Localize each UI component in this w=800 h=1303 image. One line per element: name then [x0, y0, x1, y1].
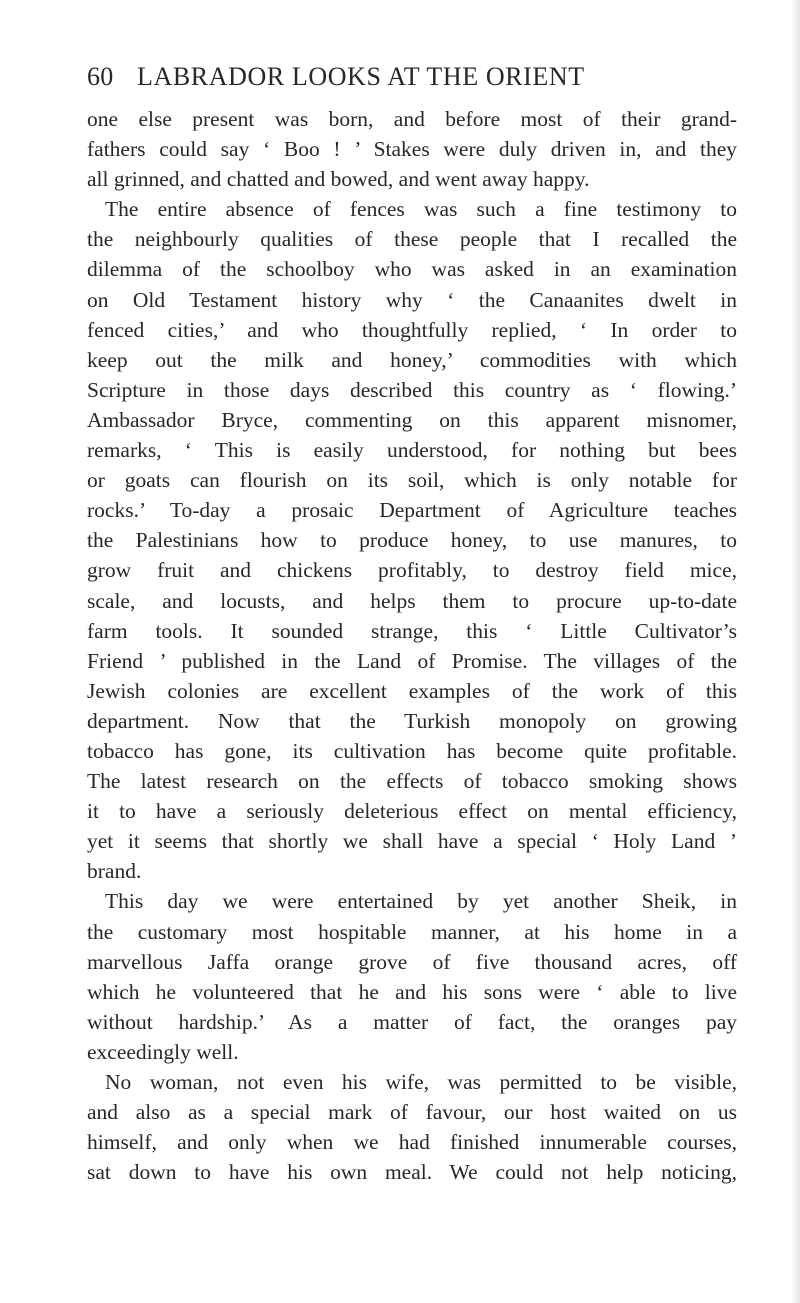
text-line: Scripture in those days described this country as ‘ flowing.’ [87, 377, 737, 402]
text-line: the customary most hospitable manner, at his home in a [87, 919, 737, 944]
text-line: keep out the milk and honey,’ commodities with which [87, 347, 737, 372]
text-line: Ambassador Bryce, commenting on this apparent misnomer, [87, 407, 737, 432]
text-line: fathers could say ‘ Boo ! ’ Stakes were duly driven in, and they [87, 137, 737, 162]
text-line: The latest research on the effects of tobacco smoking shows [87, 769, 737, 794]
text-line: yet it seems that shortly we shall have a special ‘ Holy Land ’ [87, 829, 737, 854]
text-line: grow fruit and chickens profitably, to destroy field mice, [87, 558, 737, 583]
text-line: sat down to have his own meal. We could not help noticing, [87, 1160, 737, 1185]
page-number: 60 [87, 62, 114, 91]
text-line: scale, and locusts, and helps them to procure up-to-date [87, 588, 737, 613]
text-line: himself, and only when we had finished innumerable courses, [87, 1130, 737, 1155]
text-line: the neighbourly qualities of these people that I recalled the [87, 227, 737, 252]
text-line: No woman, not even his wife, was permitted to be visible, [105, 1070, 737, 1094]
text-line: tobacco has gone, its cultivation has become quite profitable. [87, 738, 737, 763]
text-line: dilemma of the schoolboy who was asked in an examination [87, 257, 737, 282]
text-line: without hardship.’ As a matter of fact, the oranges pay [87, 1009, 737, 1034]
text-line: exceedingly well. [87, 1039, 239, 1064]
text-line: on Old Testament history why ‘ the Canaanites dwelt in [87, 287, 737, 312]
text-line: or goats can flourish on its soil, which is only notable for [87, 468, 737, 493]
running-title: LABRADOR LOOKS AT THE ORIENT [137, 62, 585, 91]
text-line: Jewish colonies are excellent examples of the work of this [87, 678, 737, 703]
page-edge-shadow [790, 0, 800, 1303]
text-line: farm tools. It sounded strange, this ‘ Little Cultivator’s [87, 618, 737, 643]
text-line: Friend ’ published in the Land of Promise. The villages of the [87, 648, 737, 673]
text-line: remarks, ‘ This is easily understood, for nothing but bees [87, 438, 737, 463]
text-line: fenced cities,’ and who thoughtfully replied, ‘ In order to [87, 317, 737, 342]
running-head [87, 57, 727, 97]
text-line: which he volunteered that he and his sons were ‘ able to live [87, 979, 737, 1004]
text-line: rocks.’ To-day a prosaic Department of Agriculture teaches [87, 498, 737, 523]
text-line: The entire absence of fences was such a fine testimony to [105, 197, 737, 222]
text-line: one else present was born, and before most of their grand- [87, 107, 737, 131]
text-line: department. Now that the Turkish monopoly on growing [87, 708, 737, 733]
text-line: brand. [87, 859, 142, 884]
text-line: it to have a seriously deleterious effect on mental efficiency, [87, 799, 737, 824]
body-text [87, 104, 737, 1187]
text-line: the Palestinians how to produce honey, to use manures, to [87, 528, 737, 553]
text-line: all grinned, and chatted and bowed, and went away happy. [87, 167, 590, 192]
text-line: This day we were entertained by yet another Sheik, in [105, 889, 737, 914]
text-line: and also as a special mark of favour, our host waited on us [87, 1100, 737, 1125]
text-line: marvellous Jaffa orange grove of five thousand acres, off [87, 949, 737, 974]
